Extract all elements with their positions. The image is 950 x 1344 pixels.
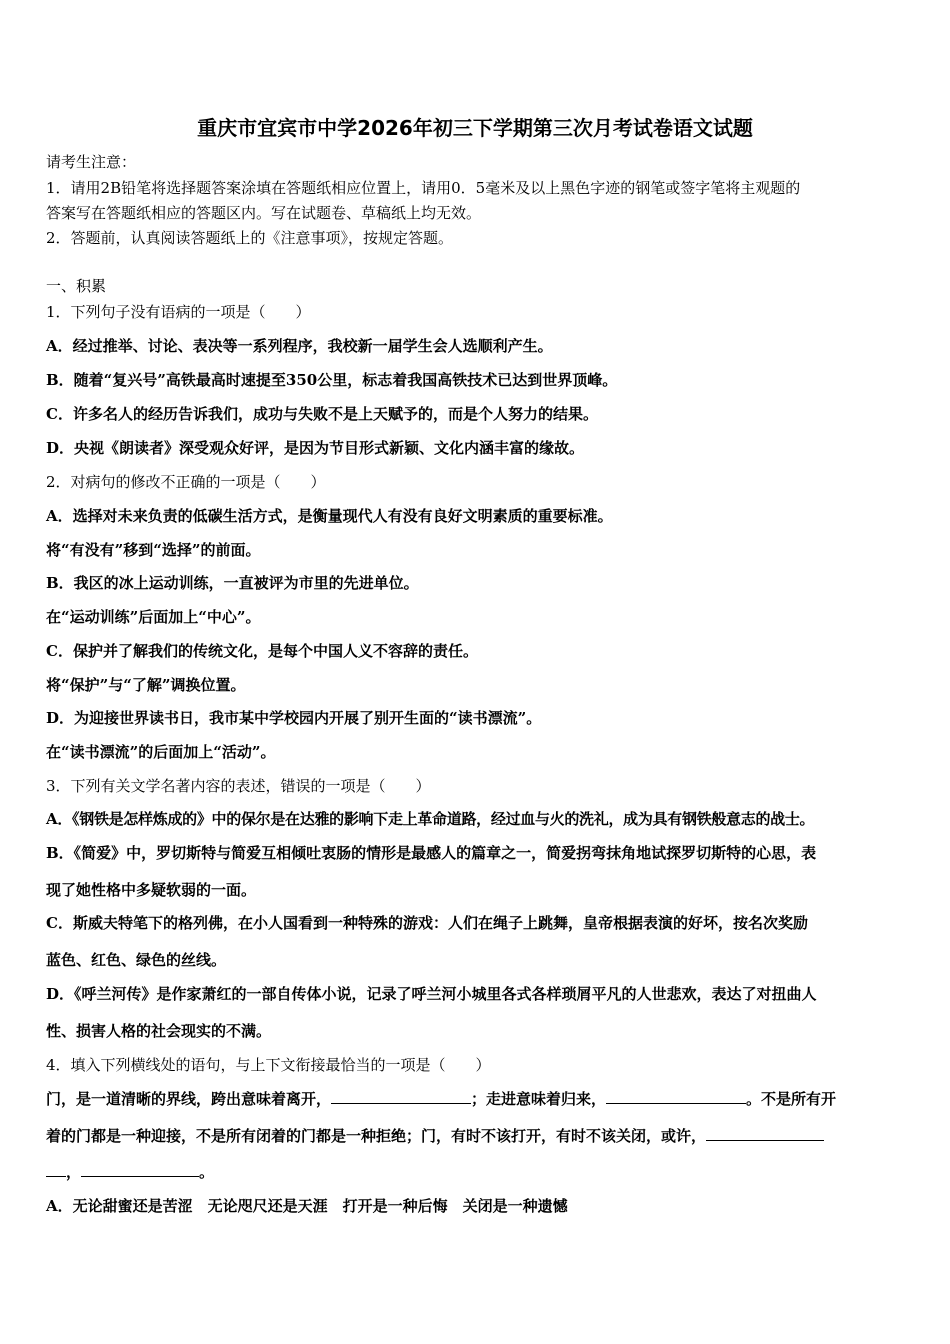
section-heading: 一、积累 (46, 277, 107, 295)
q2-option-a: A．选择对未来负责的低碳生活方式，是衡量现代人有没有良好文明素质的重要标准。 (46, 507, 613, 525)
q2-option-b: B．我区的冰上运动训练，一直被评为市里的先进单位。 (46, 574, 419, 592)
q4-text-3a: ， (66, 1163, 82, 1181)
q2-stem: 2．对病句的修改不正确的一项是（ ） (46, 473, 326, 491)
q3-option-d-line1: D．《呼兰河传》是作家萧红的一部自传体小说，记录了呼兰河小城里各式各样琐屑平凡的人世悲欢，表达了对扭曲人 (46, 985, 817, 1003)
q4-text-1c: 。不是所有开 (746, 1090, 837, 1108)
q4-text-1a: 门，是一道清晰的界线，跨出意味着离开， (46, 1090, 332, 1108)
fill-blank-2[interactable] (606, 1089, 746, 1104)
q1-option-c: C．许多名人的经历告诉我们，成功与失败不是上天赋予的，而是个人努力的结果。 (46, 405, 598, 423)
q2-option-d-fix: 在“读书漂流”的后面加上“活动”。 (46, 743, 276, 761)
exam-title: 重庆市宜宾市中学2026年初三下学期第三次月考试卷语文试题 (197, 116, 753, 140)
q4-text-2: 着的门都是一种迎接，不是所有闭着的门都是一种拒绝；门，有时不该打开，有时不该关闭，或许， (46, 1127, 707, 1145)
fill-blank-3-cont[interactable] (46, 1162, 66, 1177)
fill-blank-3[interactable] (706, 1126, 824, 1141)
notice-heading: 请考生注意： (46, 153, 137, 171)
q1-option-a: A．经过推举、讨论、表决等一系列程序，我校新一届学生会人选顺利产生。 (46, 337, 553, 355)
q3-option-c-line1: C．斯威夫特笔下的格列佛，在小人国看到一种特殊的游戏：人们在绳子上跳舞，皇帝根据表演的好坏，按名次奖励 (46, 914, 808, 932)
notice-item-1b: 答案写在答题纸相应的答题区内。写在试题卷、草稿纸上均无效。 (46, 204, 482, 222)
q4-passage-line2 (46, 1126, 824, 1146)
q3-stem: 3．下列有关文学名著内容的表述，错误的一项是（ ） (46, 777, 431, 795)
q2-option-a-fix: 将“有没有”移到“选择”的前面。 (46, 541, 261, 559)
q4-text-1b: ；走进意味着归来， (471, 1090, 607, 1108)
q4-passage-line1 (46, 1089, 836, 1109)
q4-passage-line3 (46, 1162, 214, 1182)
q1-option-b: B．随着“复兴号”高铁最高时速提至350公里，标志着我国高铁技术已达到世界顶峰。 (46, 371, 618, 389)
q3-option-a: A．《钢铁是怎样炼成的》中的保尔是在达雅的影响下走上革命道路，经过血与火的洗礼，成为具有钢铁般意志的战士。 (46, 810, 815, 828)
q3-option-b-line1: B．《简爱》中，罗切斯特与简爱互相倾吐衷肠的情形是最感人的篇章之一，简爱拐弯抹角地试探罗切斯特的心思，表 (46, 844, 817, 862)
fill-blank-1[interactable] (331, 1089, 471, 1104)
q3-option-d-line2: 性、损害人格的社会现实的不满。 (46, 1022, 272, 1040)
q1-option-d: D．央视《朗读者》深受观众好评，是因为节目形式新颖、文化内涵丰富的缘故。 (46, 439, 585, 457)
q4-stem: 4．填入下列横线处的语句，与上下文衔接最恰当的一项是（ ） (46, 1056, 491, 1074)
q2-option-d: D．为迎接世界读书日，我市某中学校园内开展了别开生面的“读书漂流”。 (46, 709, 542, 727)
q4-text-3b: 。 (199, 1163, 215, 1181)
fill-blank-4[interactable] (81, 1162, 199, 1177)
q2-option-c-fix: 将“保护”与“了解”调换位置。 (46, 676, 246, 694)
q1-stem: 1．下列句子没有语病的一项是（ ） (46, 303, 311, 321)
q2-option-b-fix: 在“运动训练”后面加上“中心”。 (46, 608, 261, 626)
q3-option-c-line2: 蓝色、红色、绿色的丝线。 (46, 951, 227, 969)
q3-option-b-line2: 现了她性格中多疑软弱的一面。 (46, 881, 257, 899)
notice-item-2: 2．答题前，认真阅读答题纸上的《注意事项》，按规定答题。 (46, 229, 454, 247)
notice-item-1a: 1．请用2B铅笔将选择题答案涂填在答题纸相应位置上，请用0．5毫米及以上黑色字迹的钢笔或签字笔将主观题的 (46, 179, 801, 197)
q4-option-a: A．无论甜蜜还是苦涩 无论咫尺还是天涯 打开是一种后悔 关闭是一种遗憾 (46, 1197, 568, 1215)
q2-option-c: C．保护并了解我们的传统文化，是每个中国人义不容辞的责任。 (46, 642, 478, 660)
